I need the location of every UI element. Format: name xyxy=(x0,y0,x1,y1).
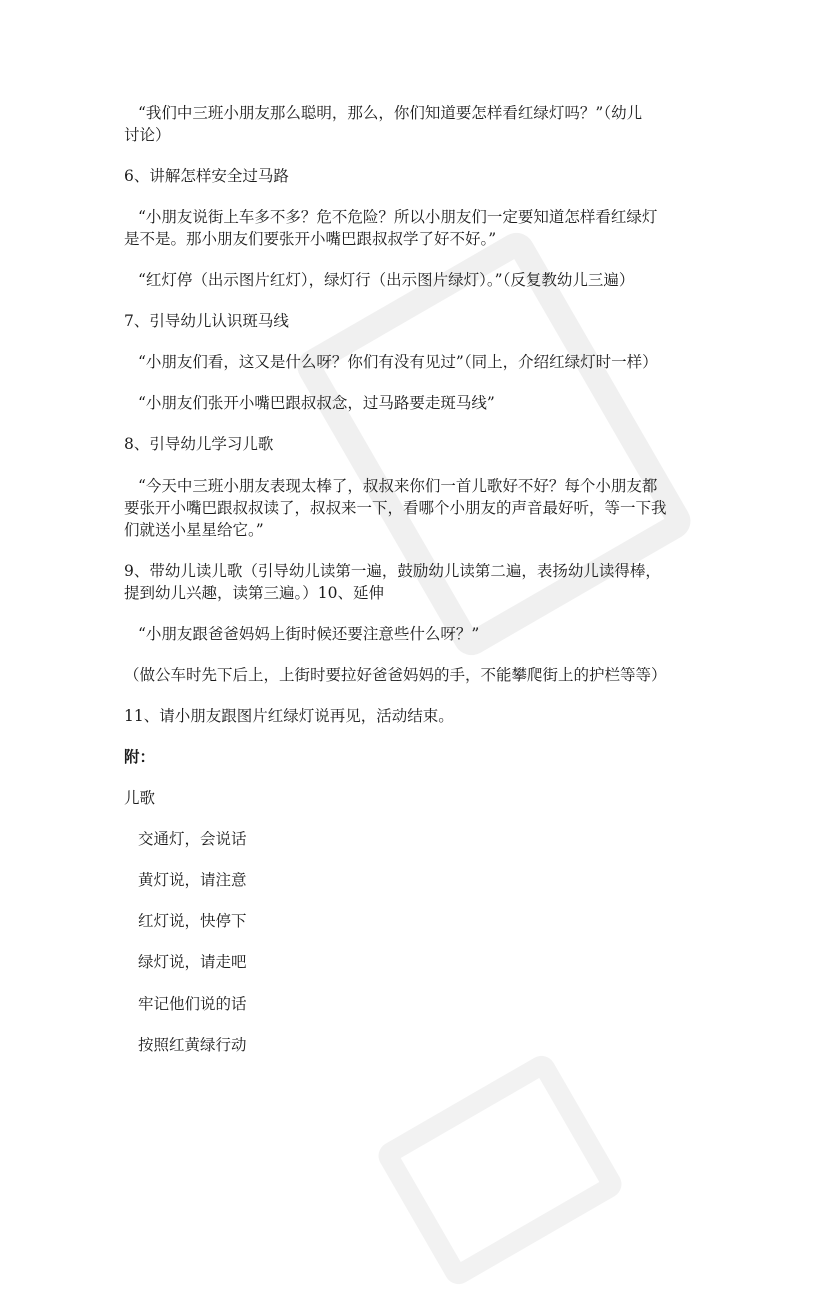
song-line: 绿灯说，请走吧 xyxy=(138,953,247,971)
song-line: 交通灯，会说话 xyxy=(138,830,247,848)
paragraph-line: 提到幼儿兴趣，读第三遍。）10、延伸 xyxy=(124,584,384,602)
paragraph-line: “红灯停（出示图片红灯），绿灯行（出示图片绿灯）。”（反复教幼儿三遍） xyxy=(138,271,635,289)
paragraph-line: “我们中三班小朋友那么聪明，那么，你们知道要怎样看红绿灯吗？”（幼儿 xyxy=(138,104,643,122)
section-heading-7: 7、引导幼儿认识斑马线 xyxy=(124,312,289,330)
song-line: 黄灯说，请注意 xyxy=(138,871,247,889)
paragraph-line: “今天中三班小朋友表现太棒了，叔叔来你们一首儿歌好不好？每个小朋友都 xyxy=(138,477,658,495)
paragraph-line: “小朋友们看，这又是什么呀？你们有没有见过”（同上，介绍红绿灯时一样） xyxy=(138,353,658,371)
section-heading-6: 6、讲解怎样安全过马路 xyxy=(124,167,289,185)
song-line: 按照红黄绿行动 xyxy=(138,1036,247,1054)
paragraph-line: 们就送小星星给它。” xyxy=(124,521,264,539)
song-line: 牢记他们说的话 xyxy=(138,995,247,1013)
paragraph-line: 是不是。那小朋友们要张开小嘴巴跟叔叔学了好不好。” xyxy=(124,230,497,248)
paragraph-line: 讨论） xyxy=(124,126,171,144)
section-heading-9: 9、带幼儿读儿歌（引导幼儿读第一遍，鼓励幼儿读第二遍，表扬幼儿读得棒， xyxy=(124,562,661,580)
appendix-heading: 附： xyxy=(124,747,156,766)
paragraph-line: （做公车时先下后上，上街时要拉好爸爸妈妈的手，不能攀爬街上的护栏等等） xyxy=(124,666,667,684)
paragraph-line: “小朋友跟爸爸妈妈上街时候还要注意些什么呀？” xyxy=(138,625,480,643)
section-heading-8: 8、引导幼儿学习儿歌 xyxy=(124,435,274,453)
paragraph-line: “小朋友们张开小嘴巴跟叔叔念，过马路要走斑马线” xyxy=(138,394,495,412)
song-title: 儿歌 xyxy=(124,789,156,807)
song-line: 红灯说，快停下 xyxy=(138,912,247,930)
paragraph-line: “小朋友说街上车多不多？危不危险？所以小朋友们一定要知道怎样看红绿灯 xyxy=(138,208,658,226)
section-heading-11: 11、请小朋友跟图片红绿灯说再见，活动结束。 xyxy=(124,707,454,725)
paragraph-line: 要张开小嘴巴跟叔叔读了，叔叔来一下，看哪个小朋友的声音最好听，等一下我 xyxy=(124,499,667,517)
